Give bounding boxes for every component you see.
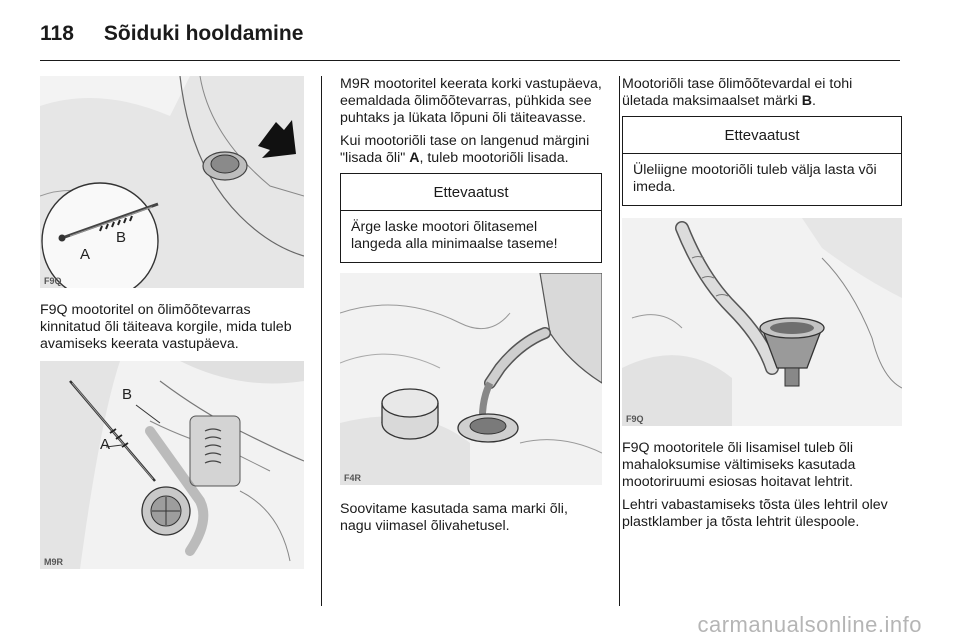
dipstick-illustration [40, 76, 304, 288]
col2-notice-box [340, 173, 602, 263]
column-1 [40, 76, 304, 569]
figure-f9q-funnel [622, 218, 902, 426]
figure3-code: F4R [344, 473, 362, 483]
col3-notice-box [622, 116, 902, 206]
col3-notice-body: Üleliigne mootoriõli tuleb välja lasta või imeda. [633, 162, 877, 195]
col3-mark-b: B [801, 93, 813, 109]
col2-paragraph-3: Soovitame kasutada sama marki õli, nagu viimasel õlivahetusel. [340, 501, 568, 534]
col3-paragraph-1-text: Mootoriõli tase õlimõõtevardal ei tohi ületada maksimaalset märki [622, 76, 853, 109]
col3-paragraph-2: F9Q mootoritele õli lisamisel tuleb õli mahaloksumise vältimiseks kasutada mootoriruumi esiosas hoitavat lehtrit. [622, 440, 856, 490]
col3-paragraph-3: Lehtri vabastamiseks tõsta üles lehtril olev plastklamber ja tõsta lehtrit ülespoole. [622, 497, 888, 530]
figure1-label-a: A [80, 246, 91, 263]
oil-pouring-illustration [340, 273, 602, 485]
col3-paragraph-1-tail: . [812, 93, 816, 109]
col1-paragraph-1: F9Q mootoritel on õlimõõtevarras kinnitatud õli täiteava korgile, mida tuleb avamiseks keerata vastupäeva. [40, 302, 292, 352]
m9r-engine-illustration [40, 361, 304, 569]
figure1-code: F9Q [44, 276, 62, 286]
col2-mark-a: A [409, 150, 420, 166]
figure1-label-b: B [116, 229, 127, 246]
col2-paragraph-1: M9R mootoritel keerata korki vastupäeva, eemaldada õlimõõtevarras, pühkida see puhtaks ja lükata lõpuni õli täiteavasse. [340, 76, 602, 126]
figure-f4r-oil-fill [340, 273, 602, 485]
figure2-label-b: B [122, 386, 133, 403]
header-rule [40, 60, 900, 61]
page-header [40, 14, 303, 54]
figure4-code: F9Q [626, 414, 644, 424]
col2-paragraph-2-tail: , tuleb mootoriõli lisada. [419, 150, 569, 166]
col2-notice-title: Ettevaatust [341, 174, 601, 211]
figure2-label-a: A [100, 436, 111, 453]
col2-paragraph-2-text: Kui mootoriõli tase on langenud märgini "lisada õli" [340, 133, 590, 166]
column-divider-2 [619, 76, 620, 606]
page-number: 118 [40, 22, 74, 45]
footer-watermark: carmanualsonline.info [697, 612, 922, 637]
column-2 [340, 76, 602, 541]
col2-notice-body: Ärge laske mootori õlitasemel langeda alla minimaalse taseme! [351, 219, 558, 252]
col3-paragraph-1 [622, 76, 902, 110]
figure-f9q-dipstick [40, 76, 304, 288]
col2-paragraph-2 [340, 133, 602, 167]
column-divider-1 [321, 76, 322, 606]
page-title: Sõiduki hooldamine [103, 22, 304, 45]
funnel-illustration [622, 218, 902, 426]
col3-notice-title: Ettevaatust [623, 117, 901, 154]
figure2-code: M9R [44, 557, 64, 567]
figure-m9r-dipstick [40, 361, 304, 569]
column-3 [622, 76, 902, 537]
